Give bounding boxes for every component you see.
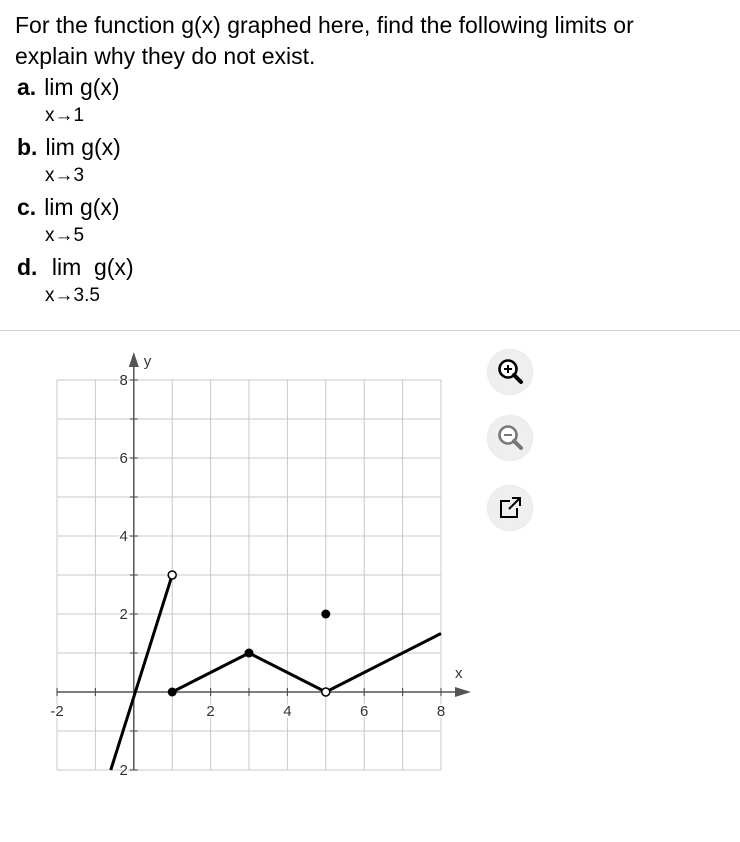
x-axis-label: x xyxy=(455,665,463,682)
question-prompt-line2: explain why they do not exist. xyxy=(15,43,316,69)
x-tick-label: 4 xyxy=(283,703,292,720)
limit-subscript: x→1 xyxy=(45,105,85,126)
limit-expression: lim g(x) xyxy=(45,134,121,160)
y-tick-label: 2 xyxy=(119,762,128,779)
part-c xyxy=(15,192,730,252)
function-graph xyxy=(0,340,480,790)
popout-button[interactable] xyxy=(488,486,532,530)
x-tick-label: 2 xyxy=(206,703,215,720)
x-tick-label: 6 xyxy=(360,703,369,720)
limit-expression: lim g(x) xyxy=(44,74,120,100)
open-point xyxy=(322,688,330,696)
curve-segment xyxy=(111,575,172,770)
limit-expression: lim g(x) xyxy=(45,254,134,280)
x-tick-label: 8 xyxy=(436,703,446,720)
question-prompt-line1: For the function g(x) graphed here, find the following limits or xyxy=(15,12,634,38)
divider xyxy=(0,330,740,331)
closed-point xyxy=(321,610,330,619)
limit-expression: lim g(x) xyxy=(44,194,120,220)
part-b xyxy=(15,132,730,192)
limit-subscript: x→5 xyxy=(45,225,85,246)
x-tick-label: -2 xyxy=(50,703,64,720)
limit-subscript: x→3 xyxy=(45,165,85,186)
part-letter: c. xyxy=(17,194,37,220)
x-axis-arrow xyxy=(455,687,471,697)
y-tick-label: 6 xyxy=(119,450,128,467)
closed-point xyxy=(245,649,254,658)
curve-segment xyxy=(172,634,441,693)
part-a xyxy=(15,72,730,132)
closed-point xyxy=(168,688,177,697)
y-tick-label: 4 xyxy=(119,528,128,545)
zoom-in-icon xyxy=(488,350,532,394)
zoom-out-icon xyxy=(488,416,532,460)
zoom-out-button[interactable] xyxy=(488,416,532,460)
part-letter: a. xyxy=(17,74,37,100)
popout-icon xyxy=(488,486,532,530)
y-tick-label: 8 xyxy=(119,372,128,389)
limit-subscript: x→3.5 xyxy=(45,285,100,306)
part-d xyxy=(15,252,730,312)
question-text xyxy=(15,10,730,312)
y-tick-label: 2 xyxy=(119,606,128,623)
part-letter: b. xyxy=(17,134,38,160)
y-axis-label: y xyxy=(143,353,152,370)
y-axis-arrow xyxy=(129,352,139,367)
open-point xyxy=(168,571,176,579)
part-letter: d. xyxy=(17,254,38,280)
zoom-in-button[interactable] xyxy=(488,350,532,394)
